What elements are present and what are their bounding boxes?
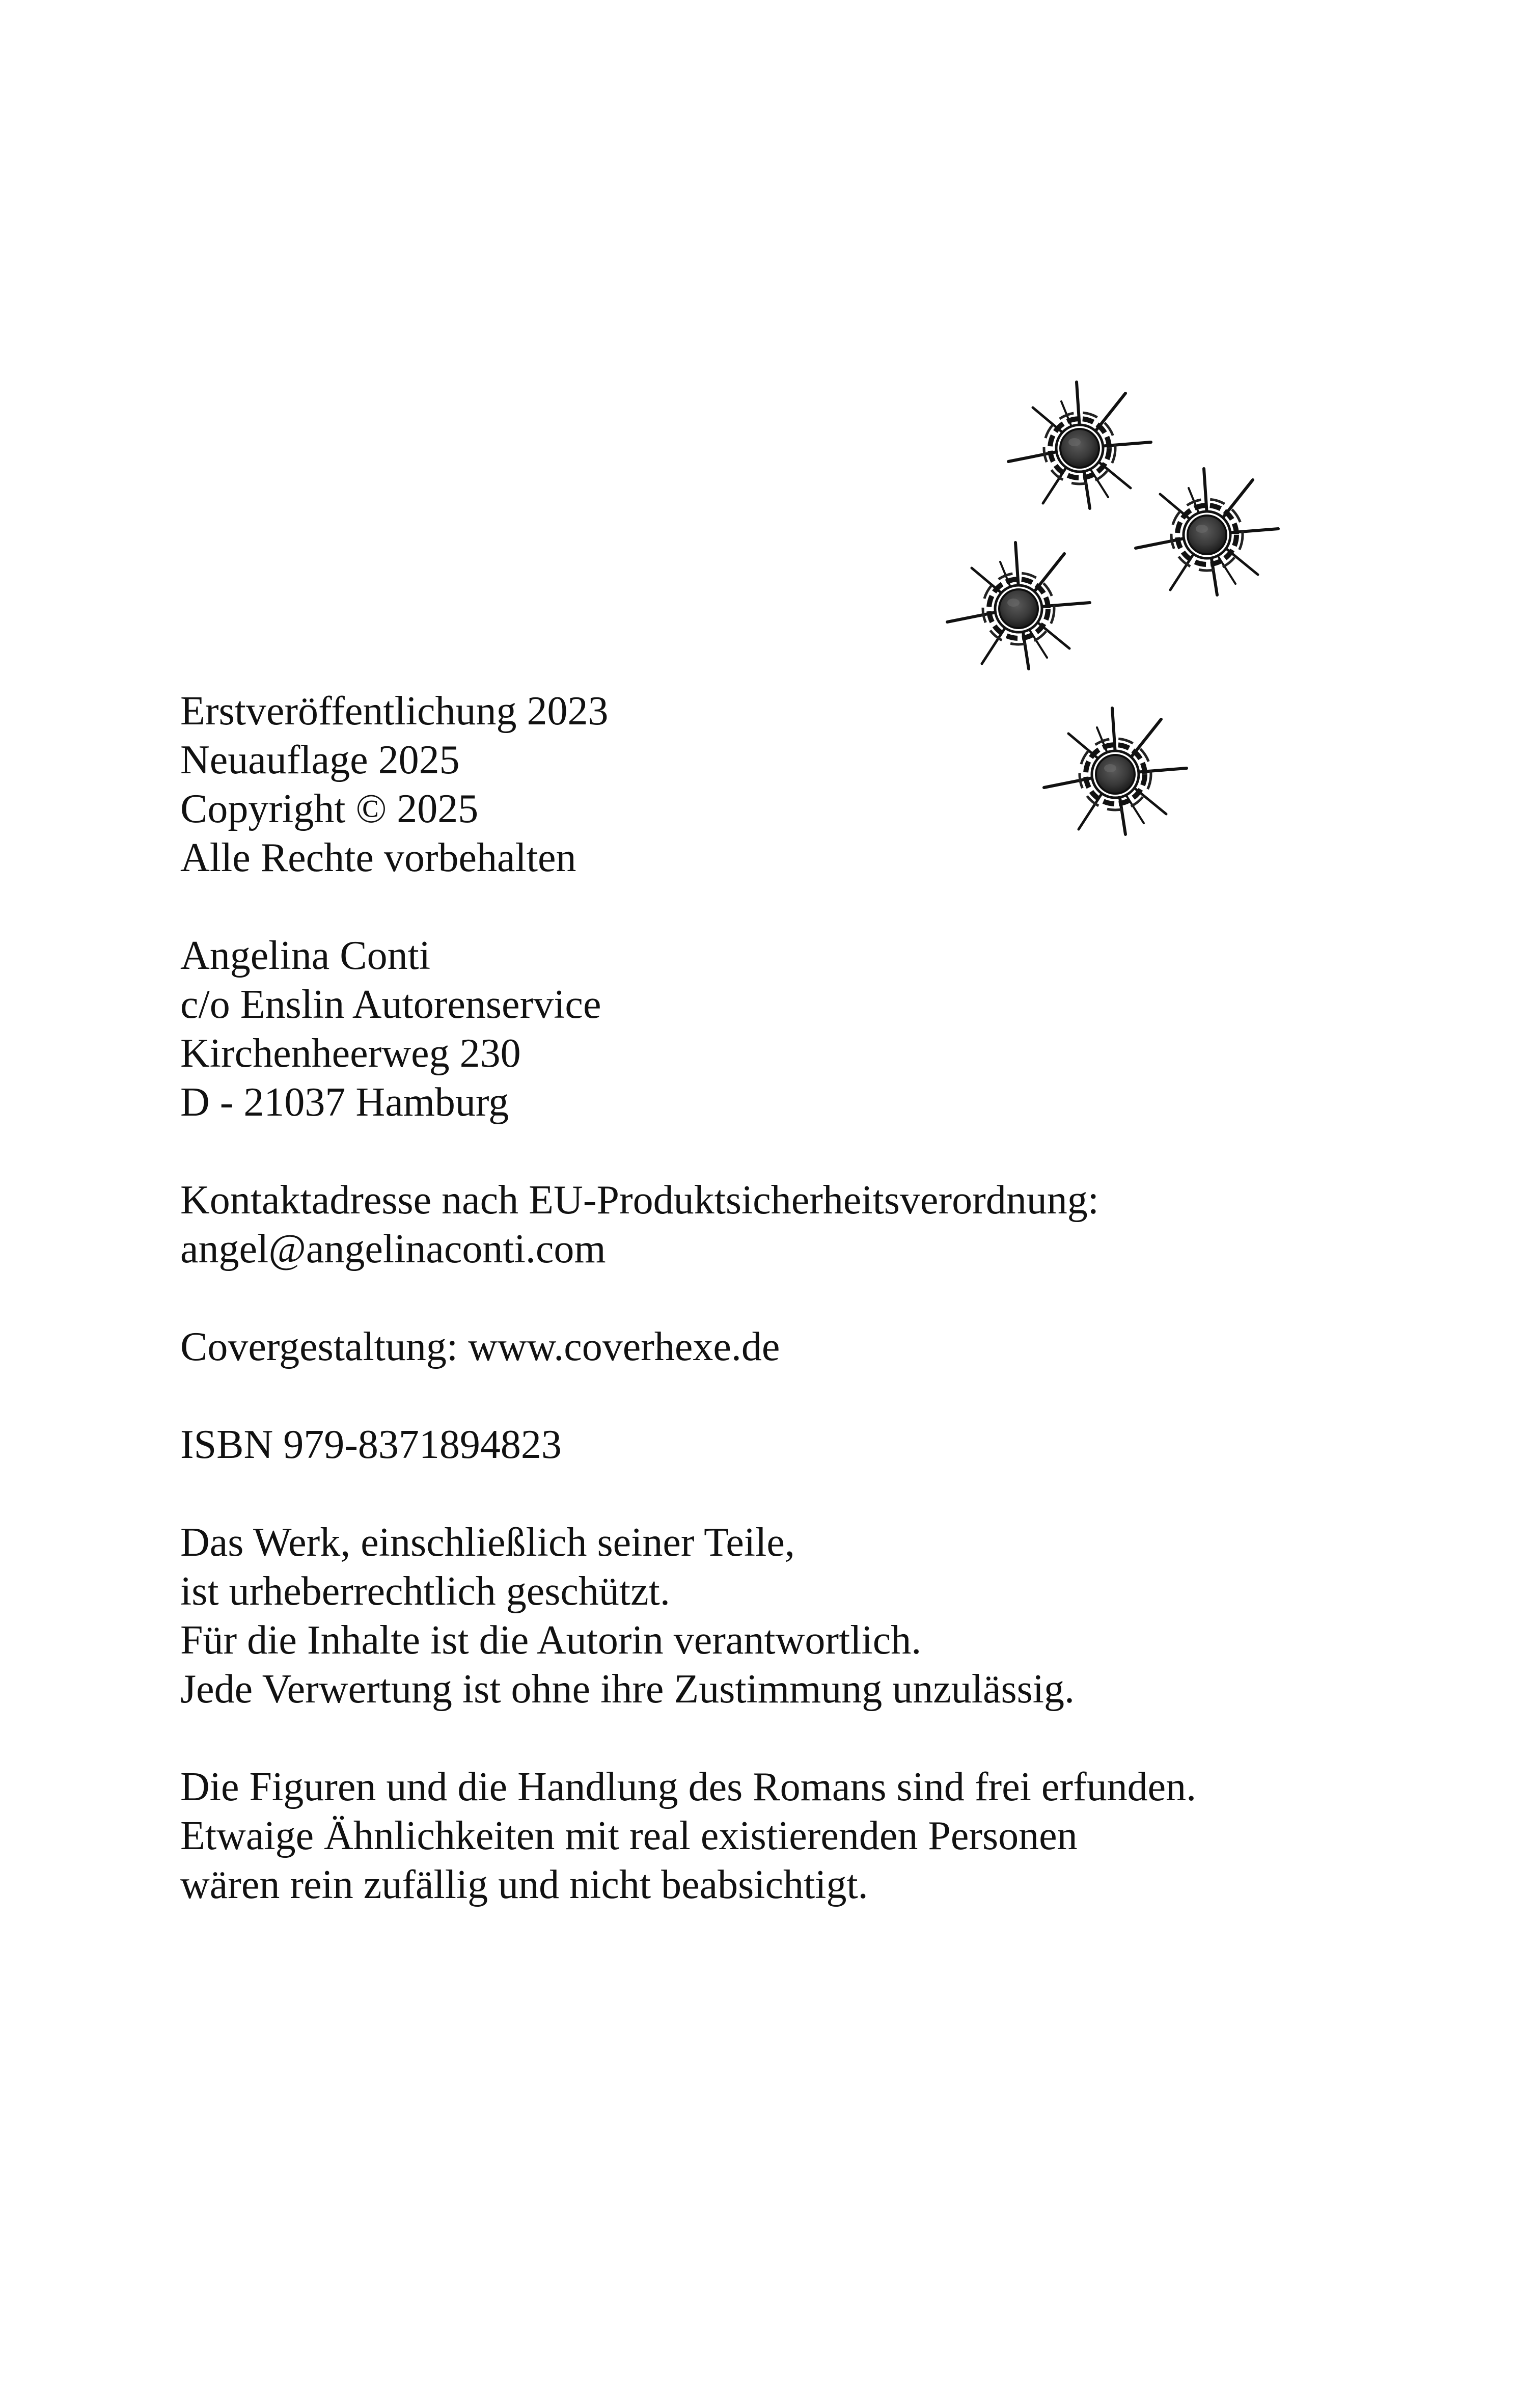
rights-line: Alle Rechte vorbehalten (180, 835, 576, 880)
city-line: D - 21037 Hamburg (180, 1080, 509, 1125)
imprint-text (180, 687, 1352, 1958)
notice-line: ist urheberrechtlich geschützt. (180, 1569, 670, 1614)
disclaimer-block (180, 1763, 1352, 1909)
copyright-notice-block (180, 1518, 1352, 1714)
disclaimer-line: wären rein zufällig und nicht beabsichtigt. (180, 1862, 868, 1907)
cover-block (180, 1322, 1352, 1371)
notice-line: Für die Inhalte ist die Autorin verantwortlich. (180, 1618, 922, 1663)
isbn-block (180, 1420, 1352, 1469)
address-block (180, 931, 1352, 1127)
contact-block (180, 1176, 1352, 1274)
contact-email: angel@angelinaconti.com (180, 1227, 606, 1271)
first-edition: Erstveröffentlichung 2023 (180, 689, 609, 734)
copyright-line: Copyright © 2025 (180, 787, 479, 831)
bullet-hole-icon (947, 543, 1090, 669)
notice-line: Jede Verwertung ist ohne ihre Zustimmung unzulässig. (180, 1667, 1075, 1712)
bullet-hole-icon (1008, 382, 1151, 508)
contact-label: Kontaktadresse nach EU-Produktsicherheitsverordnung: (180, 1178, 1099, 1223)
street-line: Kirchenheerweg 230 (180, 1031, 521, 1076)
cover-design-line: Covergestaltung: www.coverhexe.de (180, 1324, 780, 1369)
isbn-line: ISBN 979-8371894823 (180, 1422, 562, 1467)
new-edition: Neuauflage 2025 (180, 738, 460, 782)
disclaimer-line: Etwaige Ähnlichkeiten mit real existierenden Personen (180, 1813, 1078, 1858)
disclaimer-line: Die Figuren und die Handlung des Romans sind frei erfunden. (180, 1765, 1197, 1809)
notice-line: Das Werk, einschließlich seiner Teile, (180, 1520, 795, 1565)
publication-block (180, 687, 1352, 882)
bullet-hole-icon (1136, 469, 1278, 595)
author-name: Angelina Conti (180, 933, 431, 978)
care-of-line: c/o Enslin Autorenservice (180, 982, 601, 1027)
